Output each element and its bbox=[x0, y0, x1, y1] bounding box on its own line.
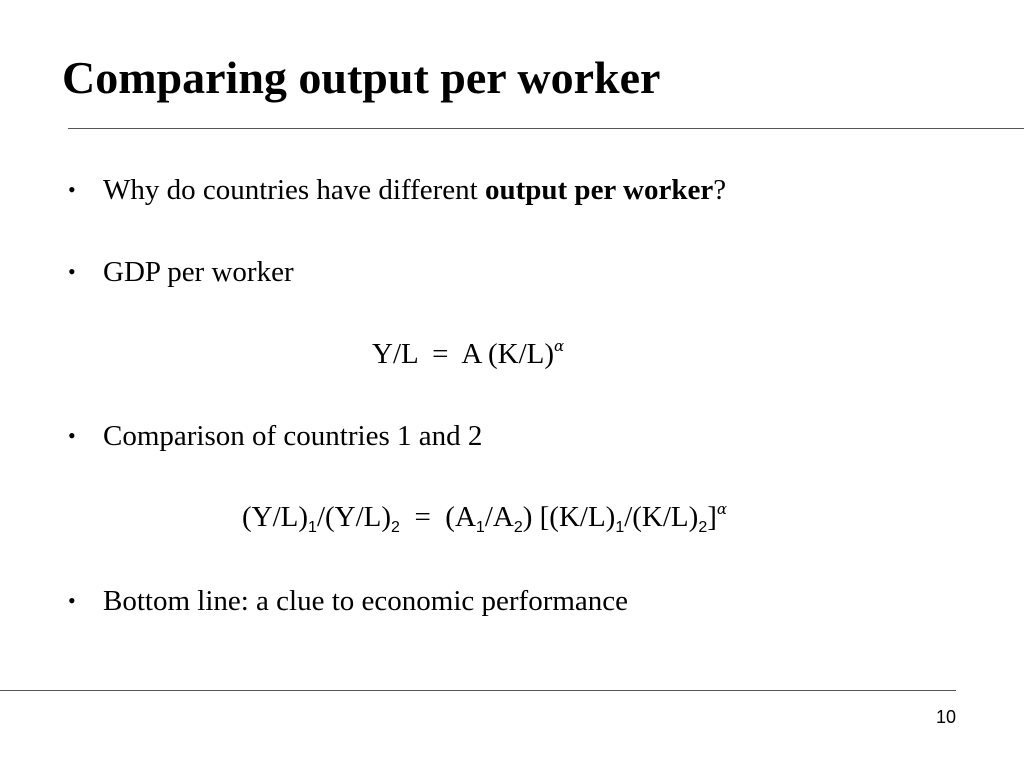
bullet-text-after: ? bbox=[713, 174, 727, 206]
eq2-subscript: 1 bbox=[615, 519, 625, 536]
title-divider bbox=[68, 128, 1024, 129]
eq2-part: /(Y/L) bbox=[316, 501, 392, 533]
eq2-subscript: 2 bbox=[698, 519, 708, 536]
eq2-part: /(K/L) bbox=[624, 501, 699, 533]
eq2-part: /A bbox=[484, 501, 514, 533]
eq2-part: ) [(K/L) bbox=[522, 501, 616, 533]
eq2-subscript: 2 bbox=[513, 519, 523, 536]
bullet-output-per-worker bbox=[68, 173, 726, 208]
slide-title: Comparing output per worker bbox=[62, 52, 661, 103]
eq2-part: (Y/L) bbox=[242, 501, 309, 533]
bullet-marker: • bbox=[68, 423, 76, 448]
equation-gdp-per-worker bbox=[372, 337, 564, 372]
bullet-text: GDP per worker bbox=[103, 256, 294, 288]
page-number: 10 bbox=[936, 707, 957, 727]
bullet-text-before: Why do countries have different bbox=[103, 174, 485, 206]
bullet-marker: • bbox=[68, 177, 76, 202]
equation-comparison bbox=[242, 500, 727, 535]
bullet-marker: • bbox=[68, 588, 76, 613]
footer-divider bbox=[0, 690, 956, 691]
bullet-text: Comparison of countries 1 and 2 bbox=[103, 420, 483, 452]
eq2-part: (A bbox=[445, 501, 476, 533]
bullet-gdp-per-worker bbox=[68, 255, 294, 290]
eq2-part: ] bbox=[707, 501, 717, 533]
bullet-text: Bottom line: a clue to economic performance bbox=[103, 585, 629, 617]
eq2-subscript: 1 bbox=[308, 519, 317, 536]
equation-exponent: α bbox=[554, 337, 565, 355]
equation-rhs: A (K/L) bbox=[461, 338, 555, 370]
bullet-bottom-line bbox=[68, 584, 628, 619]
eq2-subscript: 2 bbox=[391, 519, 400, 536]
equation-lhs: Y/L bbox=[372, 338, 418, 370]
equation-equals: = bbox=[432, 338, 449, 370]
bullet-text-bold: output per worker bbox=[484, 174, 714, 206]
bullet-text bbox=[103, 174, 726, 206]
bullet-marker: • bbox=[68, 259, 76, 284]
eq2-equals: = bbox=[414, 501, 431, 533]
eq2-exponent: α bbox=[716, 500, 728, 518]
bullet-comparison bbox=[68, 419, 482, 454]
eq2-subscript: 1 bbox=[475, 519, 485, 536]
